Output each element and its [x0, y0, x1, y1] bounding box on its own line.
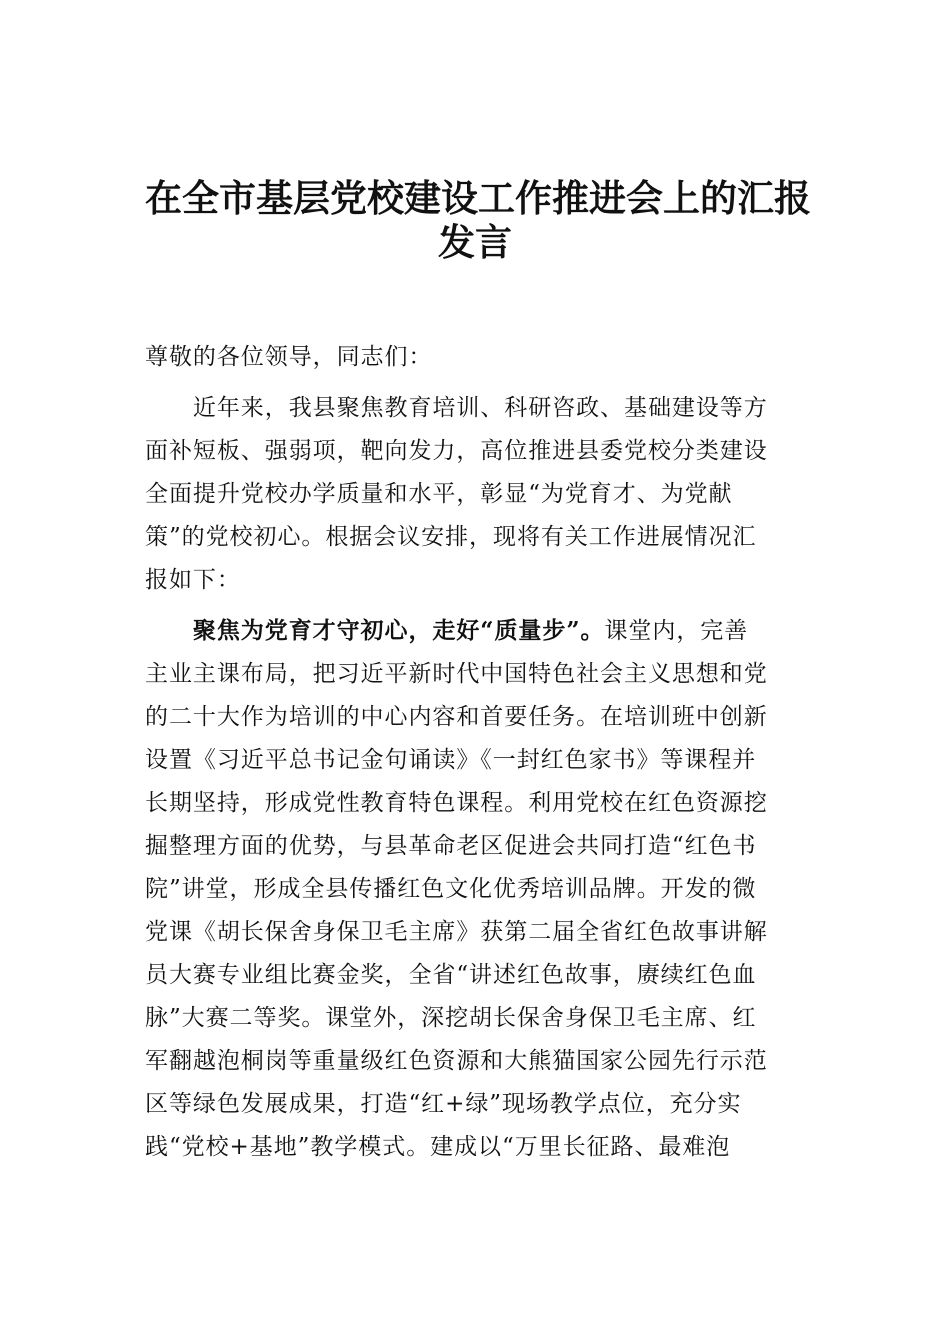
body-paragraph-line: 掘整理方面的优势，与县革命老区促进会共同打造“红色书 [145, 833, 757, 859]
body-paragraph-line: 设置《习近平总书记金句诵读》《一封红色家书》等课程并 [145, 747, 757, 773]
intro-paragraph-line: 近年来，我县聚焦教育培训、科研咨政、基础建设等方 [145, 395, 768, 421]
body-paragraph-line: 长期坚持，形成党性教育特色课程。利用党校在红色资源挖 [145, 790, 768, 816]
section-text: 课堂内，完善 [604, 618, 749, 644]
section-heading: 聚焦为党育才守初心，走好“质量步”。 [145, 617, 605, 644]
document-title-continued: 发言 [438, 220, 512, 264]
intro-paragraph-line: 报如下： [145, 567, 241, 593]
body-paragraph-line: 院”讲堂，形成全县传播红色文化优秀培训品牌。开发的微 [145, 876, 757, 902]
intro-paragraph-line: 面补短板、强弱项，靶向发力，高位推进县委党校分类建设 [145, 438, 768, 464]
section-first-line [145, 616, 805, 646]
body-paragraph-line: 践“党校+基地”教学模式。建成以“万里长征路、最难泡 [145, 1134, 731, 1160]
intro-paragraph-line: 全面提升党校办学质量和水平，彰显“为党育才、为党献 [145, 481, 733, 507]
body-paragraph-line: 军翻越泡桐岗等重量级红色资源和大熊猫国家公园先行示范 [145, 1048, 768, 1074]
body-paragraph-line: 区等绿色发展成果，打造“红+绿”现场教学点位，充分实 [145, 1091, 742, 1117]
salutation: 尊敬的各位领导，同志们： [145, 344, 433, 370]
body-paragraph-line: 主业主课布局，把习近平新时代中国特色社会主义思想和党 [145, 661, 768, 687]
document-title: 在全市基层党校建设工作推进会上的汇报 [145, 176, 811, 220]
body-paragraph-line: 员大赛专业组比赛金奖，全省“讲述红色故事，赓续红色血 [145, 962, 757, 988]
body-paragraph-line: 脉”大赛二等奖。课堂外，深挖胡长保舍身保卫毛主席、红 [145, 1005, 757, 1031]
body-paragraph-line: 党课《胡长保舍身保卫毛主席》获第二届全省红色故事讲解 [145, 919, 768, 945]
body-paragraph-line: 的二十大作为培训的中心内容和首要任务。在培训班中创新 [145, 704, 768, 730]
intro-paragraph-line: 策”的党校初心。根据会议安排，现将有关工作进展情况汇 [145, 524, 757, 550]
